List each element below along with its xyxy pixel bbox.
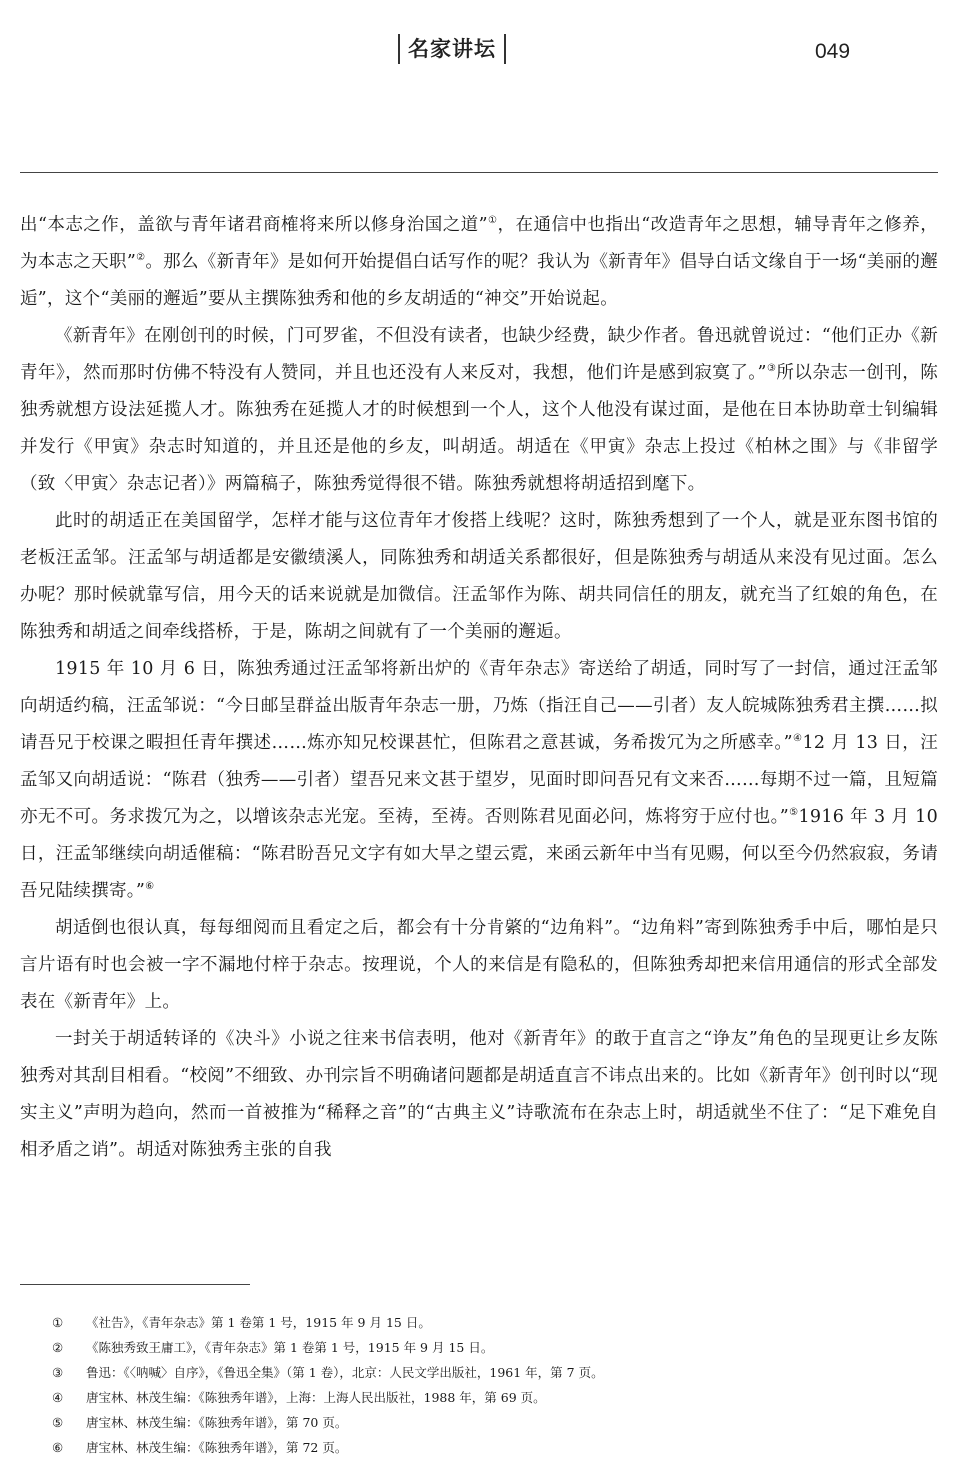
footnote-text: 《陈独秀致王庸工》，《青年杂志》第 1 卷第 1 号，1915 年 9 月 15 日。 <box>86 1340 494 1355</box>
body-paragraph <box>20 318 938 503</box>
footnotes <box>52 1310 932 1460</box>
paragraph-text: 1916 年 3 月 10 日，汪孟邹继续向胡适催稿：“陈君盼吾兄文字有如大旱之望云霓，来函云新年中当有见赐，何以至今仍然寂寂，务请吾兄陆续撰寄。” <box>20 807 938 901</box>
footnote-item <box>52 1435 932 1460</box>
paragraph-text: 一封关于胡适转译的《决斗》小说之往来书信表明，他对《新青年》的敢于直言之“诤友”角色的呈现更让乡友陈独秀对其刮目相看。“校阅”不细致、办刊宗旨不明确诸问题都是胡适直言不讳点出来的。比如《新青年》创刊时以“现实主义”声明为趋向，然而一首被推为“稀释之音”的“古典主义”诗歌流布在杂志上时，胡适就坐不住了：“足下难免自相矛盾之诮”。胡适对陈独秀主张的自我 <box>20 1029 938 1160</box>
article-body <box>20 207 938 1169</box>
paragraph-text: 所以杂志一创刊，陈独秀就想方设法延揽人才。陈独秀在延揽人才的时候想到一个人，这个人他没有谋过面，是他在日本协助章士钊编辑并发行《甲寅》杂志时知道的，并且还是他的乡友，叫胡适。胡适在《甲寅》杂志上投过《柏林之围》与《非留学（致〈甲寅〉杂志记者）》两篇稿子，陈独秀觉得很不错。陈独秀就想将胡适招到麾下。 <box>20 363 939 494</box>
footnote-item <box>52 1385 932 1410</box>
paragraph-text: 。那么《新青年》是如何开始提倡白话写作的呢？我认为《新青年》倡导白话文缘自于一场“美丽的邂逅”，这个“美丽的邂逅”要从主撰陈独秀和他的乡友胡适的“神交”开始说起。 <box>20 252 939 309</box>
page-header <box>0 30 958 70</box>
paragraph-text: ，在通信中也指出“改造青年之思想，辅导青年之修养，为本志之天职” <box>20 215 938 272</box>
footnote-reference: ② <box>136 252 146 264</box>
section-title: 名家讲坛 <box>398 34 506 64</box>
footnote-item <box>52 1410 932 1435</box>
footnote-reference: ③ <box>766 363 777 375</box>
paragraph-text: 胡适倒也很认真，每每细阅而且看定之后，都会有十分肯綮的“边角料”。“边角料”寄到陈独秀手中后，哪怕是只言片语有时也会被一字不漏地付梓于杂志。按理说，个人的来信是有隐私的，但陈独秀却把来信用通信的形式全部发表在《新青年》上。 <box>20 918 938 1012</box>
footnote-mark: ② <box>52 1340 64 1355</box>
footnote-reference: ④ <box>792 733 803 745</box>
body-paragraph <box>20 910 938 1021</box>
paragraph-text: 《新青年》在刚创刊的时候，门可罗雀，不但没有读者，也缺少经费，缺少作者。鲁迅就曾说过：“他们正办《新青年》，然而那时仿佛不特没有人赞同，并且也还没有人来反对，我想，他们许是感到寂寞了。” <box>20 326 938 383</box>
footnote-mark: ⑥ <box>52 1440 64 1455</box>
paragraph-text: 出“本志之作，盖欲与青年诸君商榷将来所以修身治国之道” <box>20 215 488 235</box>
footnote-text: 鲁迅：《〈呐喊〉自序》，《鲁迅全集》（第 1 卷），北京：人民文学出版社，1961 年，第 7 页。 <box>86 1365 604 1380</box>
footnote-mark: ③ <box>52 1365 64 1380</box>
footnote-reference: ① <box>487 215 498 227</box>
footnote-item <box>52 1335 932 1360</box>
header-divider <box>20 172 938 173</box>
body-paragraph <box>20 1021 938 1169</box>
footnote-mark: ① <box>52 1315 64 1330</box>
paragraph-text: 此时的胡适正在美国留学，怎样才能与这位青年才俊搭上线呢？这时，陈独秀想到了一个人，就是亚东图书馆的老板汪孟邹。汪孟邹与胡适都是安徽绩溪人，同陈独秀和胡适关系都很好，但是陈独秀与胡适从来没有见过面。怎么办呢？那时候就靠写信，用今天的话来说就是加微信。汪孟邹作为陈、胡共同信任的朋友，就充当了红娘的角色，在陈独秀和胡适之间牵线搭桥，于是，陈胡之间就有了一个美丽的邂逅。 <box>20 511 938 642</box>
footnote-text: 《社告》，《青年杂志》第 1 卷第 1 号，1915 年 9 月 15 日。 <box>86 1315 431 1330</box>
footnote-text: 唐宝林、林茂生编：《陈独秀年谱》，第 72 页。 <box>86 1440 348 1455</box>
footnote-reference: ⑤ <box>789 807 799 819</box>
footnote-mark: ⑤ <box>52 1415 64 1430</box>
footnote-item <box>52 1310 932 1335</box>
footnote-divider <box>20 1284 250 1285</box>
body-paragraph <box>20 503 938 651</box>
paragraph-text: 12 月 13 日，汪孟邹又向胡适说：“陈君（独秀——引者）望吾兄来文甚于望岁，见面时即问吾兄有文来否……每期不过一篇，且短篇亦无不可。务求拨冗为之，以增该杂志光宠。至祷，至祷。否则陈君见面必问，炼将穷于应付也。” <box>20 733 939 827</box>
page-number: 049 <box>815 40 851 63</box>
footnote-text: 唐宝林、林茂生编：《陈独秀年谱》，上海：上海人民出版社，1988 年，第 69 页。 <box>86 1390 546 1405</box>
body-paragraph <box>20 651 938 910</box>
paragraph-text: 1915 年 10 月 6 日，陈独秀通过汪孟邹将新出炉的《青年杂志》寄送给了胡适，同时写了一封信，通过汪孟邹向胡适约稿，汪孟邹说：“今日邮呈群益出版青年杂志一册，乃炼（指汪自己——引者）友人皖城陈独秀君主撰……拟请吾兄于校课之暇担任青年撰述……炼亦知兄校课甚忙，但陈君之意甚诚，务希拨冗为之所感幸。” <box>20 659 938 753</box>
footnote-item <box>52 1360 932 1385</box>
footnote-mark: ④ <box>52 1390 64 1405</box>
footnote-text: 唐宝林、林茂生编：《陈独秀年谱》，第 70 页。 <box>86 1415 348 1430</box>
footnote-reference: ⑥ <box>145 881 155 893</box>
body-paragraph <box>20 207 938 318</box>
